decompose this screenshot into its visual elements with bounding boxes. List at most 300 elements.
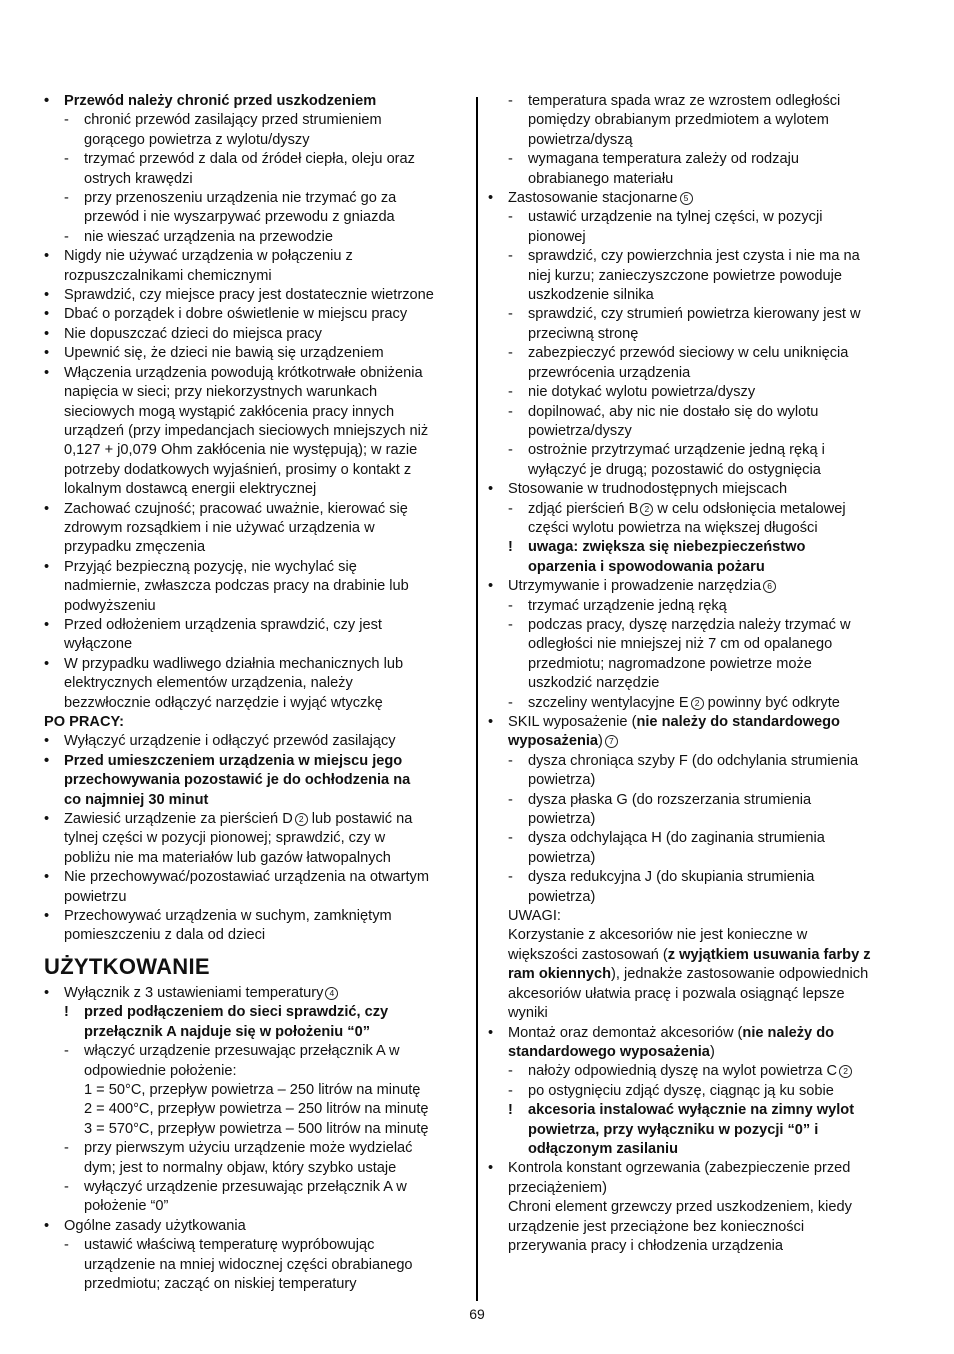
list-marker: •: [44, 287, 50, 304]
text-line: [488, 868, 910, 887]
list-marker: -: [508, 752, 513, 769]
list-marker: •: [44, 1217, 50, 1234]
list-marker: •: [488, 1024, 494, 1041]
line-text: Utrzymywanie i prowadzenie narzędzia: [508, 578, 762, 595]
line-text: przeciążeniem): [508, 1179, 607, 1196]
line-text: przewód i nie wyszarpywać przewodu z gniazda: [84, 209, 395, 226]
line-text: przed podłączeniem do sieci sprawdzić, czy: [84, 1004, 389, 1021]
text-line: [488, 1237, 910, 1256]
line-text: zabezpieczyć przewód sieciowy w celu uniknięcia: [528, 345, 849, 362]
line-text: ostrych krawędzi: [84, 170, 193, 187]
line-text: powietrza): [528, 772, 596, 789]
line-text: nie wieszać urządzenia na przewodzie: [84, 228, 334, 245]
figure-ref-icon: 7: [605, 735, 618, 748]
line-text-bold: nie należy do: [742, 1024, 835, 1041]
list-marker: -: [508, 500, 513, 517]
text-line: [44, 791, 466, 810]
list-marker: -: [508, 830, 513, 847]
line-text: sieciowych mogą wystąpić zakłócenia pracy innych: [64, 403, 395, 420]
text-line: [488, 713, 910, 732]
line-text: szczeliny wentylacyjne E: [528, 694, 689, 711]
line-text: Stosowanie w trudnodostępnych miejscach: [508, 481, 788, 498]
text-line: [44, 150, 466, 169]
line-text: napięcia w sieci; przy niekorzystnych warunkach: [64, 384, 378, 401]
text-line: [44, 111, 466, 130]
list-marker: -: [64, 228, 69, 245]
text-line: [44, 1042, 466, 1061]
text-line: [44, 1023, 466, 1042]
text-line: [488, 441, 910, 460]
text-line: [488, 325, 910, 344]
column-divider: [476, 97, 478, 1301]
text-line: [44, 92, 466, 111]
line-text: odpowiednie położenie:: [84, 1062, 237, 1079]
text-line: [488, 344, 910, 363]
list-marker: -: [64, 1043, 69, 1060]
list-marker: -: [64, 1237, 69, 1254]
line-text: po ostygnięciu zdjąć dyszę, ciągnąc ją ku sobie: [528, 1082, 834, 1099]
line-text: sprawdzić, czy strumień powietrza kierowany jest w: [528, 306, 861, 323]
line-text: Sprawdzić, czy miejsce pracy jest dostatecznie wietrzone: [64, 287, 434, 304]
text-line: [488, 616, 910, 635]
line-text: Zastosowanie stacjonarne: [508, 190, 678, 207]
line-text: uszkodzić narzędzie: [528, 675, 660, 692]
line-text: Kontrola konstant ogrzewania (zabezpieczenie przed: [508, 1160, 851, 1177]
text-line: [44, 888, 466, 907]
list-marker: -: [508, 345, 513, 362]
text-line: [44, 383, 466, 402]
line-text: potrzeby dodatkowych wyjaśnień, prosimy o kontakt z: [64, 461, 412, 478]
text-line: [44, 325, 466, 344]
line-text: Chroni element grzewczy przed uszkodzeniem, kiedy: [508, 1199, 852, 1216]
text-line: [44, 655, 466, 674]
line-text: powietrza): [528, 888, 596, 905]
line-text: pionowej: [528, 228, 586, 245]
text-line: [488, 655, 910, 674]
text-line: [488, 131, 910, 150]
line-text: ): [598, 733, 603, 750]
line-text-bold: ram okiennych: [508, 966, 612, 983]
line-text: Przewód należy chronić przed uszkodzeniem: [64, 93, 377, 109]
list-marker: -: [64, 151, 69, 168]
text-line: [488, 597, 910, 616]
list-marker: •: [44, 655, 50, 672]
list-marker: -: [64, 112, 69, 129]
line-text: pomiędzy obrabianym przedmiotem a wylotem: [528, 112, 829, 129]
line-text: oparzenia i spowodowania pożaru: [528, 558, 765, 575]
line-text: pomieszczeniu z dala od dzieci: [64, 927, 266, 944]
text-line: [488, 810, 910, 829]
list-marker: -: [64, 1140, 69, 1157]
line-text: przełącznik A najduje się w położeniu “0”: [84, 1023, 370, 1040]
line-text-bold: wyposażenia: [508, 733, 599, 750]
line-text: 0,127 + j0,079 Ohm zakłócenia nie występują); w razie: [64, 442, 418, 459]
line-text: wyniki: [508, 1005, 548, 1022]
line-text: włączyć urządzenie przesuwając przełącznik A w: [84, 1043, 400, 1060]
text-line: [44, 461, 466, 480]
figure-ref-icon: 5: [680, 192, 693, 205]
text-line: [44, 926, 466, 945]
text-line: [44, 305, 466, 324]
line-text: akcesoria instalować wyłącznie na zimny wylot: [528, 1102, 855, 1119]
list-marker: -: [508, 403, 513, 420]
figure-ref-icon: 2: [839, 1065, 852, 1078]
text-line: [44, 1081, 466, 1100]
line-text: 3 = 570°C, przepływ powietrza – 500 litrów na minutę: [84, 1120, 429, 1137]
text-line: [488, 403, 910, 422]
line-text: chronić przewód zasilający przed strumieniem: [84, 112, 382, 129]
line-text: 1 = 50°C, przepływ powietrza – 250 litrów na minutę: [84, 1081, 421, 1098]
line-text: wyłączone: [64, 636, 133, 653]
line-text: dysza płaska G (do rozszerzania strumienia: [528, 791, 812, 808]
text-line: [488, 965, 910, 984]
list-marker: -: [508, 1063, 513, 1080]
line-text: powietrza, przy wyłączniku w pozycji “0” i: [528, 1121, 819, 1138]
text-line: [44, 1159, 466, 1178]
line-text: ostrożnie przytrzymać urządzenie jedną ręką i: [528, 442, 825, 459]
list-marker: •: [44, 248, 50, 265]
list-marker: -: [508, 384, 513, 401]
text-line: [488, 946, 910, 965]
text-line: [44, 403, 466, 422]
list-marker: -: [508, 616, 513, 633]
line-text: UWAGI:: [508, 908, 561, 925]
line-text: wymagana temperatura zależy od rodzaju: [528, 151, 799, 168]
text-line: [44, 131, 466, 150]
line-text: przeciwną stronę: [528, 325, 639, 342]
list-marker: •: [44, 558, 50, 575]
line-text: położenie “0”: [84, 1198, 169, 1215]
line-text: ustawić właściwą temperaturę wypróbowując: [84, 1237, 375, 1254]
line-text: niej kurzu; zanieczyszczone powietrze powoduje: [528, 267, 842, 284]
line-text: powietrza/dyszą: [528, 131, 633, 148]
text-line: [488, 635, 910, 654]
text-line: [488, 791, 910, 810]
line-text: Przyjąć bezpieczną pozycję, nie wychylać się: [64, 558, 357, 575]
list-marker: -: [508, 306, 513, 323]
line-text: podczas pracy, dyszę narzędzia należy trzymać w: [528, 616, 851, 633]
text-line: [488, 577, 910, 596]
text-line: [44, 422, 466, 441]
line-text: SKIL wyposażenie (: [508, 714, 637, 730]
list-marker: •: [44, 733, 50, 750]
text-line: [44, 810, 466, 829]
line-text: nie dotykać wylotu powietrza/dyszy: [528, 384, 756, 401]
line-text: zdrowym rozsądkiem i nie używać urządzenia w: [64, 519, 375, 536]
line-text: dym; jest to normalny objaw, który szybko ustaje: [84, 1159, 397, 1176]
text-line: [44, 829, 466, 848]
text-line: [488, 170, 910, 189]
text-line: [44, 984, 466, 1003]
line-text: temperatura spada wraz ze wzrostem odległości: [528, 93, 841, 109]
text-line: [488, 558, 910, 577]
line-text: dopilnować, aby nic nie dostało się do wylotu: [528, 403, 819, 420]
text-line: [488, 1082, 910, 1101]
line-text: uwaga: zwiększa się niebezpieczeństwo: [528, 539, 806, 556]
text-line: [488, 189, 910, 208]
text-line: [44, 752, 466, 771]
line-text: obrabianego materiału: [528, 170, 674, 187]
text-line: [44, 558, 466, 577]
text-line: [488, 461, 910, 480]
text-line: [44, 364, 466, 383]
list-marker: •: [488, 1160, 494, 1177]
list-marker: -: [508, 248, 513, 265]
text-line: [44, 247, 466, 266]
text-line: [44, 597, 466, 616]
line-text: pobliżu nie ma materiałów lub gazów łatwopalnych: [64, 849, 391, 866]
line-text: Montaż oraz demontaż akcesoriów (: [508, 1024, 743, 1041]
list-marker: •: [44, 364, 50, 381]
line-text: dysza chroniąca szyby F (do odchylania strumienia: [528, 752, 859, 769]
line-text: Nigdy nie używać urządzenia w połączeniu z: [64, 248, 353, 265]
list-marker: -: [508, 869, 513, 886]
text-line: [44, 1120, 466, 1139]
text-line: [488, 1101, 910, 1120]
line-text: przerywania pracy i chłodzenia urządzenia: [508, 1237, 783, 1254]
line-text: w celu odsłonięcia metalowej: [653, 500, 846, 517]
line-text: trzymać przewód z dala od źródeł ciepła, oleju oraz: [84, 151, 415, 168]
list-marker: •: [488, 481, 494, 498]
text-line: [488, 519, 910, 538]
text-line: [488, 829, 910, 848]
line-text: przy pierwszym użyciu urządzenie może wydzielać: [84, 1140, 413, 1157]
list-marker: •: [44, 93, 50, 109]
line-text: akcesoriów ułatwia pracę i pozwala osiągnąć lepsze: [508, 985, 845, 1002]
text-line: [488, 111, 910, 130]
text-line: [44, 1217, 466, 1236]
text-line: [488, 480, 910, 499]
text-line: [44, 868, 466, 887]
line-text: urządzenie jest przeciążone bez konieczności: [508, 1218, 805, 1235]
line-text: powinny być odkryte: [703, 694, 840, 711]
text-line: [488, 1140, 910, 1159]
text-line: [488, 383, 910, 402]
text-line: [44, 771, 466, 790]
text-line: [488, 305, 910, 324]
text-line: [44, 907, 466, 926]
line-text: przy przenoszeniu urządzenia nie trzymać go za: [84, 190, 397, 207]
list-marker: •: [488, 190, 494, 207]
line-text: rozpuszczalnikami chemicznymi: [64, 267, 272, 284]
line-text: ), jednakże zastosowanie odpowiednich: [611, 966, 869, 983]
line-text: co najmniej 30 minut: [64, 791, 209, 808]
line-text: powietrza): [528, 811, 596, 828]
list-marker: !: [508, 1102, 513, 1119]
text-line: [44, 538, 466, 557]
line-text: bezzwłocznie odłączyć narzędzie i wyjąć wtyczkę: [64, 694, 383, 711]
list-marker: -: [508, 791, 513, 808]
text-line: [44, 635, 466, 654]
line-text: trzymać urządzenie jedną ręką: [528, 597, 727, 614]
line-text: Ogólne zasady użytkowania: [64, 1217, 246, 1234]
line-text-bold: nie należy do standardowego: [636, 714, 840, 730]
line-text: urządzeń (przy impedancjach sieciowych mniejszych niż: [64, 422, 429, 439]
text-line: [44, 344, 466, 363]
line-text: dysza odchylająca H (do zaginania strumienia: [528, 830, 825, 847]
text-line: [44, 267, 466, 286]
line-text: lokalnym dostawcą energii elektrycznej: [64, 481, 317, 498]
text-line: [44, 1275, 466, 1294]
line-text: przedmiotu; nagromadzone powietrze może: [528, 655, 812, 672]
line-text: nałoży odpowiednią dyszę na wylot powietrza C: [528, 1063, 838, 1080]
list-marker: •: [44, 811, 50, 828]
line-text: Nie dopuszczać dzieci do miejsca pracy: [64, 325, 322, 342]
list-marker: •: [44, 500, 50, 517]
text-line: [488, 674, 910, 693]
text-line: [488, 888, 910, 907]
text-line: [488, 1218, 910, 1237]
line-text: Zachować czujność; pracować uważnie, kierować się: [64, 500, 408, 517]
line-text: przechowywania pozostawić je do ochłodzenia na: [64, 772, 411, 789]
line-text: urządzenie na mniej widocznej części obrabianego: [84, 1256, 413, 1273]
line-text: gorącego powietrza z wylotu/dyszy: [84, 131, 310, 148]
text-line: [488, 1121, 910, 1140]
text-line: [488, 1043, 910, 1062]
text-line: [44, 500, 466, 519]
list-marker: -: [508, 93, 513, 109]
text-line: [44, 674, 466, 693]
text-line: [488, 849, 910, 868]
text-line: [488, 1159, 910, 1178]
text-line: [44, 1236, 466, 1255]
text-line: [44, 480, 466, 499]
text-line: [488, 694, 910, 713]
line-text: Dbać o porządek i dobre oświetlenie w miejscu pracy: [64, 306, 408, 323]
text-line: [488, 732, 910, 751]
text-line: [488, 267, 910, 286]
text-line: [488, 228, 910, 247]
list-marker: •: [44, 869, 50, 886]
text-line: [488, 92, 910, 111]
list-marker: !: [508, 539, 513, 556]
line-text: ustawić urządzenie na tylnej części, w pozycji: [528, 209, 823, 226]
list-marker: -: [508, 1082, 513, 1099]
text-line: [488, 1024, 910, 1043]
text-line: [488, 771, 910, 790]
line-text: Przechowywać urządzenia w suchym, zamkniętym: [64, 908, 392, 925]
line-text: dysza redukcyjna J (do skupiania strumienia: [528, 869, 815, 886]
line-text: powietrza/dyszy: [528, 422, 632, 439]
text-line: [44, 286, 466, 305]
list-marker: -: [508, 694, 513, 711]
line-text: podwyższeniu: [64, 597, 156, 614]
figure-ref-icon: 6: [763, 580, 776, 593]
line-text: Wyłączyć urządzenie i odłączyć przewód zasilający: [64, 733, 396, 750]
line-text: Przed odłożeniem urządzenia sprawdzić, czy jest: [64, 616, 382, 633]
text-line: [44, 732, 466, 751]
figure-ref-icon: 4: [325, 987, 338, 1000]
line-text: odłączonym zasilaniu: [528, 1140, 679, 1157]
line-text-bold: standardowego wyposażenia: [508, 1043, 710, 1060]
line-text: wyłączyć je drugą; pozostawić do ostygnięcia: [528, 461, 821, 478]
list-marker: •: [44, 616, 50, 633]
line-text: powietrza): [528, 849, 596, 866]
text-line: [488, 208, 910, 227]
text-line: [44, 441, 466, 460]
text-line: [44, 519, 466, 538]
list-marker: -: [508, 151, 513, 168]
line-text: uszkodzenie silnika: [528, 287, 654, 304]
list-marker: -: [508, 442, 513, 459]
line-text: sprawdzić, czy powierzchnia jest czysta i nie ma na: [528, 248, 860, 265]
line-text: tylnej części w pozycji pionowej; sprawdzić, czy w: [64, 830, 386, 847]
text-line: [488, 422, 910, 441]
line-text: Zawiesić urządzenie za pierścień D: [64, 811, 293, 828]
text-line: [488, 364, 910, 383]
line-text: Przed umieszczeniem urządzenia w miejscu jego: [64, 752, 403, 769]
line-text: Nie przechowywać/pozostawiać urządzenia na otwartym: [64, 869, 430, 886]
text-line: [44, 228, 466, 247]
list-marker: -: [64, 190, 69, 207]
text-line: [44, 1003, 466, 1022]
line-text: przedmiotu; zacząć on niskiej temperatury: [84, 1275, 357, 1292]
text-line: [44, 189, 466, 208]
line-text: części wylotu powietrza na większej długości: [528, 519, 818, 536]
list-marker: !: [64, 1004, 69, 1021]
list-marker: •: [44, 908, 50, 925]
text-line: [488, 538, 910, 557]
text-line: [44, 1139, 466, 1158]
page-number: 69: [469, 1306, 485, 1322]
figure-ref-icon: 2: [295, 813, 308, 826]
section-heading: UŻYTKOWANIE: [44, 953, 210, 979]
text-line: [488, 985, 910, 1004]
text-line: [488, 286, 910, 305]
text-line: [44, 713, 466, 732]
figure-ref-icon: 2: [691, 697, 704, 710]
line-text: zdjąć pierścień B: [528, 500, 639, 517]
figure-ref-icon: 2: [640, 503, 653, 516]
text-line: [488, 247, 910, 266]
text-line: [488, 500, 910, 519]
list-marker: •: [488, 714, 494, 730]
list-marker: •: [488, 578, 494, 595]
line-text: Korzystanie z akcesoriów nie jest konieczne w: [508, 927, 808, 944]
line-text: przewrócenia urządzenia: [528, 364, 691, 381]
line-text: wyłączyć urządzenie przesuwając przełącznik A w: [84, 1178, 407, 1195]
text-line: [44, 849, 466, 868]
text-line: [488, 752, 910, 771]
line-text: odległości nie mniejszej niż 7 cm od opalanego: [528, 636, 833, 653]
line-text: powietrzu: [64, 888, 127, 905]
list-marker: •: [44, 325, 50, 342]
text-line: [44, 1100, 466, 1119]
text-line: [44, 1178, 466, 1197]
line-text: Upewnić się, że dzieci nie bawią się urządzeniem: [64, 345, 384, 362]
line-text: ): [709, 1043, 715, 1060]
list-marker: -: [508, 209, 513, 226]
list-marker: •: [44, 306, 50, 323]
line-text-bold: z wyjątkiem usuwania farby z: [667, 946, 871, 963]
right-column: [488, 92, 910, 1256]
line-text: 2 = 400°C, przepływ powietrza – 250 litrów na minutę: [84, 1101, 429, 1118]
left-column: [44, 92, 466, 1294]
text-line: [44, 577, 466, 596]
text-line: [488, 926, 910, 945]
text-line: [488, 1198, 910, 1217]
text-line: [44, 1062, 466, 1081]
line-text: Włączenia urządzenia powodują krótkotrwałe obniżenia: [64, 364, 423, 381]
line-text: lub postawić na: [307, 811, 413, 828]
line-text: elektrycznych elementów urządzenia, należy: [64, 675, 353, 692]
line-text: Wyłącznik z 3 ustawieniami temperatury: [64, 984, 324, 1001]
text-line: [44, 616, 466, 635]
line-text: przypadku zmęczenia: [64, 539, 206, 556]
list-marker: •: [44, 752, 50, 769]
list-marker: -: [508, 597, 513, 614]
text-line: [44, 1197, 466, 1216]
